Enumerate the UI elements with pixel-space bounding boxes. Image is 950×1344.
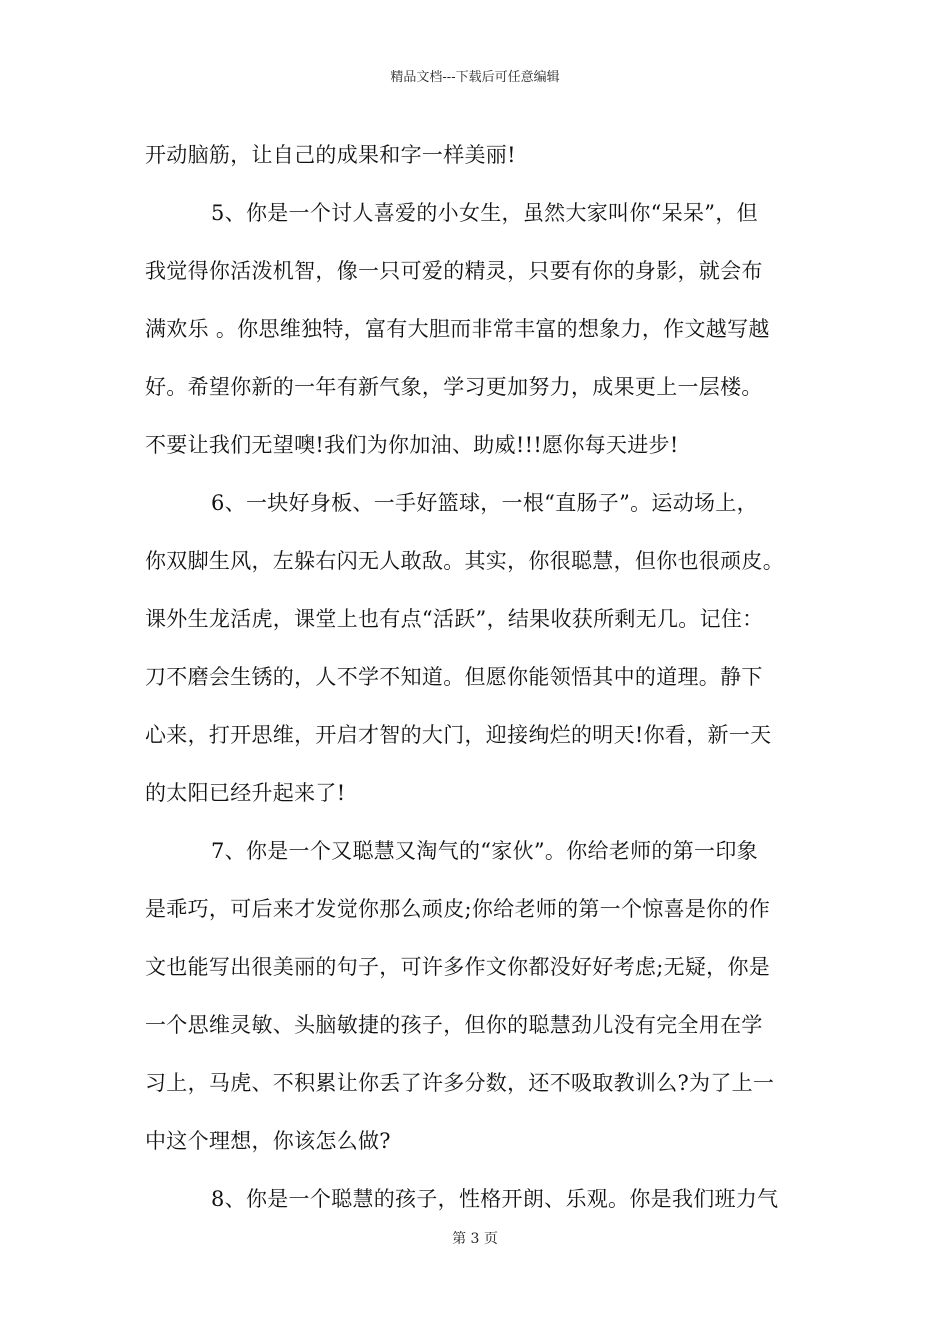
- document-body: [145, 126, 817, 1228]
- text-line: 好。希望你新的一年有新气象，学习更加努力，成果更上一层楼。: [145, 375, 763, 399]
- text-line: 我觉得你活泼机智，像一只可爱的精灵，只要有你的身影，就会布: [145, 259, 763, 283]
- text-line: 中这个理想，你该怎么做?: [145, 1129, 391, 1153]
- page-header: 精品文档---下载后可任意编辑: [390, 70, 560, 85]
- text-line: 你双脚生风，左躲右闪无人敢敌。其实，你很聪慧，但你也很顽皮。: [145, 549, 784, 573]
- text-line-paragraph-start: 6、一块好身板、一手好篮球，一根“直肠子”。运动场上，: [211, 491, 758, 515]
- text-line: 刀不磨会生锈的，人不学不知道。但愿你能领悟其中的道理。静下: [145, 665, 763, 689]
- page-number: 第 3 页: [452, 1231, 498, 1247]
- text-line-paragraph-start: 7、你是一个又聪慧又淘气的“家伙”。你给老师的第一印象: [211, 839, 758, 863]
- text-line: 不要让我们无望噢!我们为你加油、助威!!!愿你每天进步!: [145, 433, 679, 457]
- text-line: 开动脑筋，让自己的成果和字一样美丽!: [145, 143, 516, 167]
- text-line-paragraph-start: 8、你是一个聪慧的孩子，性格开朗、乐观。你是我们班力气: [211, 1187, 779, 1211]
- text-line: 一个思维灵敏、头脑敏捷的孩子，但你的聪慧劲儿没有完全用在学: [145, 1013, 763, 1037]
- text-line: 习上，马虎、不积累让你丢了许多分数，还不吸取教训么?为了上一: [145, 1071, 775, 1095]
- text-line: 文也能写出很美丽的句子，可许多作文你都没好好考虑;无疑，你是: [145, 955, 771, 979]
- text-line: 心来，打开思维，开启才智的大门，迎接绚烂的明天!你看，新一天: [145, 723, 772, 747]
- text-line: 的太阳已经升起来了!: [145, 781, 346, 805]
- text-line: 课外生龙活虎，课堂上也有点“活跃”，结果收获所剩无几。记住：: [145, 607, 764, 631]
- text-line: 满欢乐 。你思维独特，富有大胆而非常丰富的想象力，作文越写越: [145, 317, 770, 341]
- text-line: 是乖巧，可后来才发觉你那么顽皮;你给老师的第一个惊喜是你的作: [145, 897, 771, 921]
- text-line-paragraph-start: 5、你是一个讨人喜爱的小女生，虽然大家叫你“呆呆”，但: [211, 201, 758, 225]
